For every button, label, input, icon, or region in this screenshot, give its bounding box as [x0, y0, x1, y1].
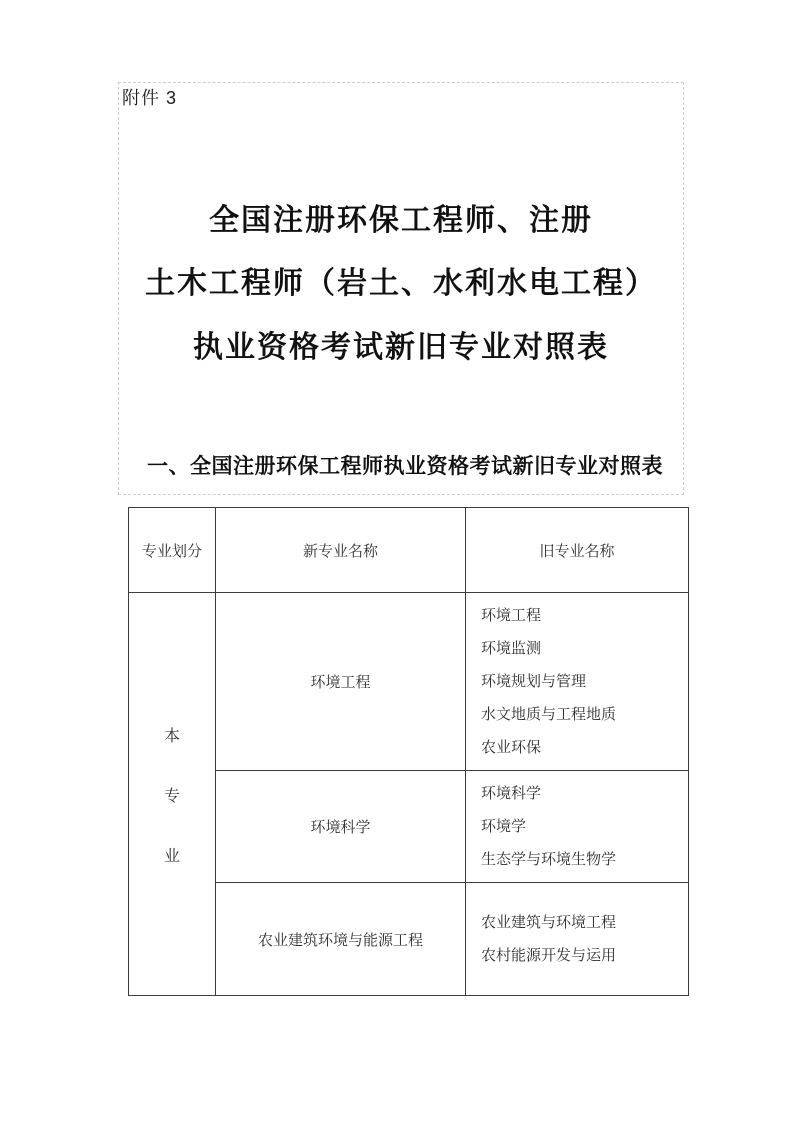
document-title-line-3: 执业资格考试新旧专业对照表	[193, 331, 609, 364]
old-majors-cell	[466, 593, 689, 771]
new-major-cell: 环境工程	[216, 593, 466, 771]
old-major-item: 环境学	[481, 818, 527, 835]
old-major-item: 水文地质与工程地质	[481, 706, 617, 723]
category-char: 业	[163, 847, 180, 865]
old-major-item: 环境监测	[481, 640, 542, 657]
old-major-item: 生态学与环境生物学	[481, 851, 617, 868]
attachment-label: 附件 3	[122, 88, 178, 108]
header-category: 专业划分	[129, 508, 216, 593]
header-new-major: 新专业名称	[216, 508, 466, 593]
old-major-item: 环境规划与管理	[481, 673, 587, 690]
category-char: 本	[163, 727, 180, 745]
old-major-item: 农业建筑与环境工程	[481, 914, 617, 931]
section-heading: 一、全国注册环保工程师执业资格考试新旧专业对照表	[147, 455, 663, 478]
category-vertical-label	[129, 723, 215, 866]
header-old-major: 旧专业名称	[466, 508, 689, 593]
document-content-box	[118, 82, 684, 495]
document-title-line-2: 土木工程师（岩土、水利水电工程）	[145, 267, 657, 300]
new-major-cell: 环境科学	[216, 771, 466, 883]
old-majors-cell	[466, 883, 689, 996]
new-major-cell: 农业建筑环境与能源工程	[216, 883, 466, 996]
old-major-item: 环境工程	[481, 607, 542, 624]
table-header-row	[129, 508, 689, 593]
category-char: 专	[163, 787, 180, 805]
old-major-item: 农村能源开发与运用	[481, 947, 617, 964]
major-comparison-table	[128, 507, 689, 996]
old-major-item: 环境科学	[481, 785, 542, 802]
document-title-line-1: 全国注册环保工程师、注册	[209, 204, 593, 237]
table-row	[129, 593, 689, 771]
category-cell	[129, 593, 216, 996]
old-majors-cell	[466, 771, 689, 883]
old-major-item: 农业环保	[481, 739, 542, 756]
